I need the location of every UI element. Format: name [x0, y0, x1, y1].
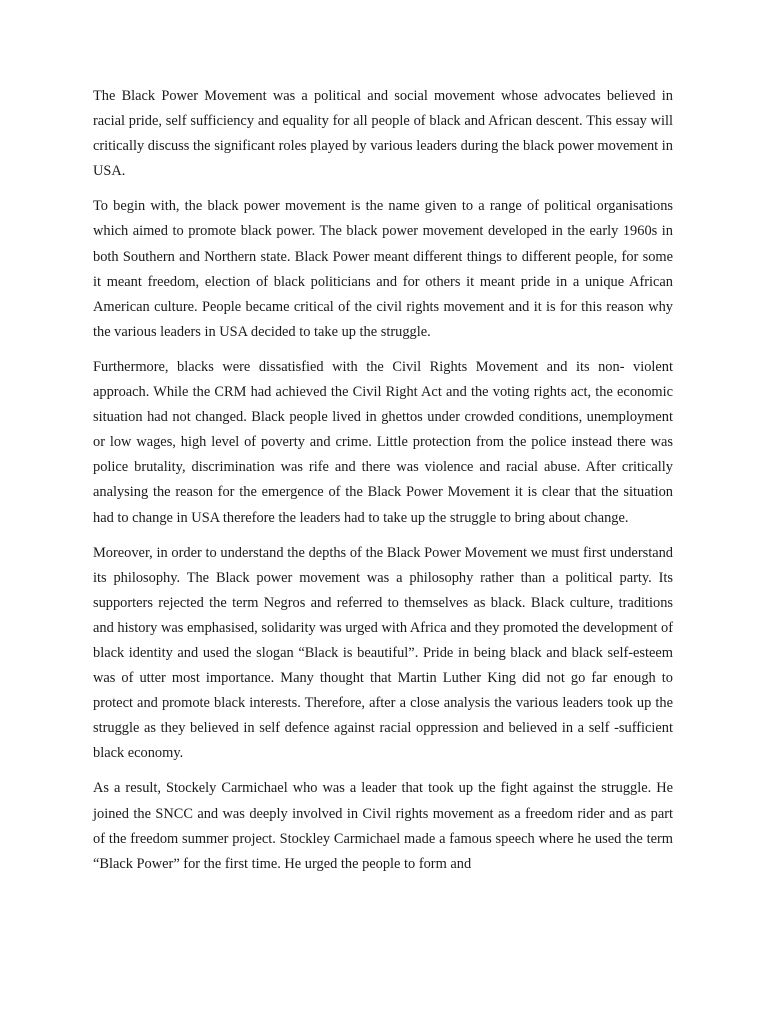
paragraph-dissatisfaction: Furthermore, blacks were dissatisfied with the Civil Rights Movement and its non- violent approach. While the CRM had achieved the Civil Right Act and the voting rights act, the economic situation had not changed. Black people lived in ghettos under crowded conditions, unemployment or low wages, high level of poverty and crime. Little protection from the police instead there was police brutality, discrimination was rife and there was violence and racial abuse. After critically analysing the reason for the emergence of the Black Power Movement it is clear that the situation had to change in USA therefore the leaders had to take up the struggle to bring about change.: [93, 358, 673, 526]
paragraph-carmichael: As a result, Stockely Carmichael who was a leader that took up the fight against the struggle. He joined the SNCC and was deeply involved in Civil rights movement as a freedom rider and as part of the freedom summer project. Stockley Carmichael made a famous speech where he used the term “Black Power” for the first time. He urged the people to form and: [93, 780, 673, 872]
paragraph-introduction: The Black Power Movement was a political and social movement whose advocates believed in racial pride, self sufficiency and equality for all people of black and African descent. This essay will critically discuss the significant roles played by various leaders during the black power movement in USA.: [93, 88, 673, 180]
document-page: [93, 84, 673, 887]
paragraph-philosophy: Moreover, in order to understand the depths of the Black Power Movement we must first understand its philosophy. The Black power movement was a philosophy rather than a political party. Its supporters rejected the term Negros and referred to themselves as black. Black culture, traditions and history was emphasised, solidarity was urged with Africa and they promoted the development of black identity and used the slogan “Black is beautiful”. Pride in being black and black self-esteem was of utter most importance. Many thought that Martin Luther King did not go far enough to protect and promote black interests. Therefore, after a close analysis the various leaders took up the struggle as they believed in self defence against racial oppression and believed in a self -sufficient black economy.: [93, 544, 673, 762]
paragraph-definition: To begin with, the black power movement is the name given to a range of political organisations which aimed to promote black power. The black power movement developed in the early 1960s in both Southern and Northern state. Black Power meant different things to different people, for some it meant freedom, election of black politicians and for others it meant pride in a unique African American culture. People became critical of the civil rights movement and it is for this reason why the various leaders in USA decided to take up the struggle.: [93, 198, 673, 340]
